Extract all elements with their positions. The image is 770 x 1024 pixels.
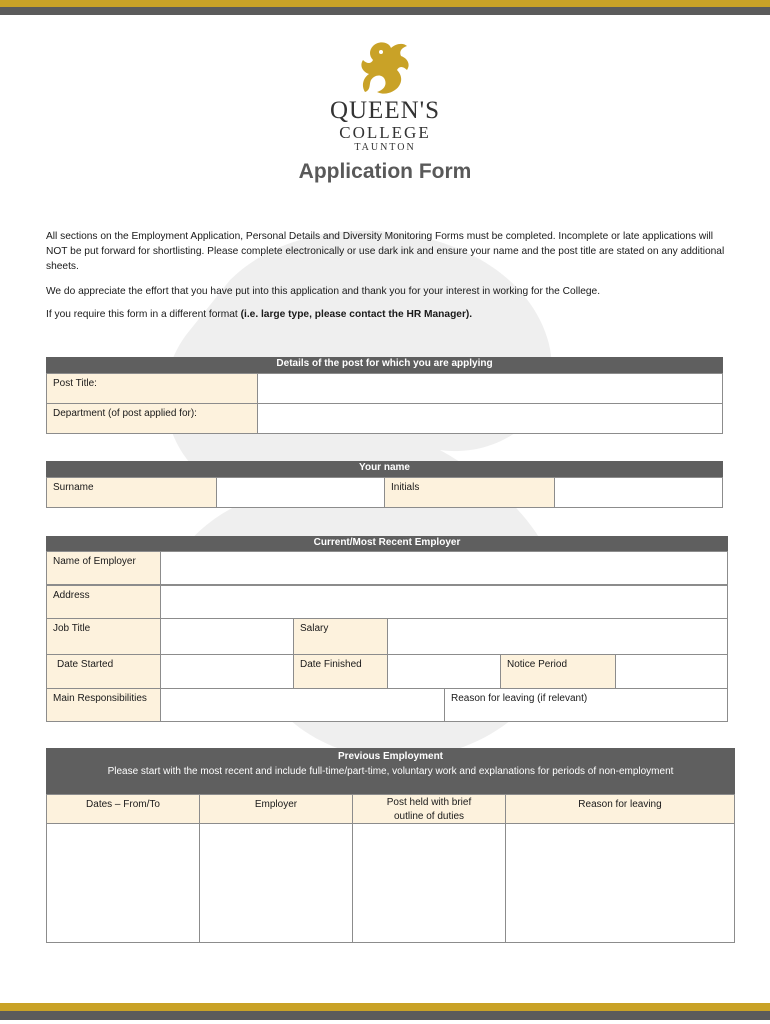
initials-label: Initials	[384, 477, 555, 508]
notice-period-field[interactable]	[615, 654, 728, 689]
address-label: Address	[46, 585, 161, 619]
job-title-label: Job Title	[46, 618, 161, 655]
surname-field[interactable]	[216, 477, 385, 508]
current-employer-header: Current/Most Recent Employer	[46, 536, 728, 551]
main-responsibilities-label: Main Responsibilities	[46, 688, 161, 722]
previous-post-field[interactable]	[352, 823, 506, 943]
salary-label: Salary	[293, 618, 388, 655]
dragon-crest-icon	[355, 40, 415, 98]
date-started-field[interactable]	[160, 654, 294, 689]
reason-for-leaving-field[interactable]: Reason for leaving (if relevant)	[444, 688, 728, 722]
previous-employer-field[interactable]	[199, 823, 353, 943]
job-title-field[interactable]	[160, 618, 294, 655]
logo-queens-text: QUEEN'S	[329, 97, 441, 124]
address-field[interactable]	[160, 585, 728, 619]
your-name-header: Your name	[46, 461, 723, 477]
intro-paragraph-1: All sections on the Employment Application, Personal Details and Diversity Monitoring Forms must be completed. Incomplete or late applications will NOT be put forward for shortlisting. Please complete electronically or use dark ink and ensure your name and the post title are stated on any additional sheets.	[46, 231, 725, 272]
logo-college-text: COLLEGE	[339, 123, 431, 142]
col-dates: Dates – From/To	[46, 794, 200, 824]
previous-reason-field[interactable]	[505, 823, 735, 943]
format-note-text: If you require this form in a different format	[46, 309, 241, 320]
department-label: Department (of post applied for):	[46, 403, 258, 434]
page-title: Application Form	[298, 160, 472, 183]
department-field[interactable]	[257, 403, 723, 434]
intro-paragraph-2: We do appreciate the effort that you have put into this application and thank you for your interest in working for the College.	[46, 286, 601, 297]
college-logo	[0, 40, 770, 153]
surname-label: Surname	[46, 477, 217, 508]
notice-period-label: Notice Period	[500, 654, 616, 689]
format-note-bold: (i.e. large type, please contact the HR Manager).	[240, 309, 473, 320]
employer-name-field[interactable]	[160, 551, 728, 585]
post-title-field[interactable]	[257, 373, 723, 404]
col-employer: Employer	[199, 794, 353, 824]
previous-dates-field[interactable]	[46, 823, 200, 943]
intro-paragraph-3	[46, 307, 731, 322]
post-title-label: Post Title:	[46, 373, 258, 404]
salary-field[interactable]	[387, 618, 728, 655]
main-responsibilities-field[interactable]	[160, 688, 445, 722]
date-finished-label: Date Finished	[293, 654, 388, 689]
previous-employment-instructions: Please start with the most recent and include full-time/part-time, voluntary work and explanations for periods of non-employment	[107, 766, 674, 777]
initials-field[interactable]	[554, 477, 723, 508]
logo-taunton-text: TAUNTON	[354, 142, 416, 153]
col-post-held: Post held with brief outline of duties	[352, 794, 506, 824]
employer-name-label: Name of Employer	[46, 551, 161, 585]
top-grey-bar	[0, 7, 770, 15]
bottom-gold-bar	[0, 1003, 770, 1011]
top-gold-bar	[0, 0, 770, 7]
date-started-label: Date Started	[46, 654, 161, 689]
previous-employment-title: Previous Employment	[337, 751, 444, 762]
previous-employment-header	[46, 748, 735, 794]
post-details-header: Details of the post for which you are applying	[46, 357, 723, 373]
col-reason-for-leaving: Reason for leaving	[505, 794, 735, 824]
bottom-grey-bar	[0, 1011, 770, 1020]
date-finished-field[interactable]	[387, 654, 501, 689]
